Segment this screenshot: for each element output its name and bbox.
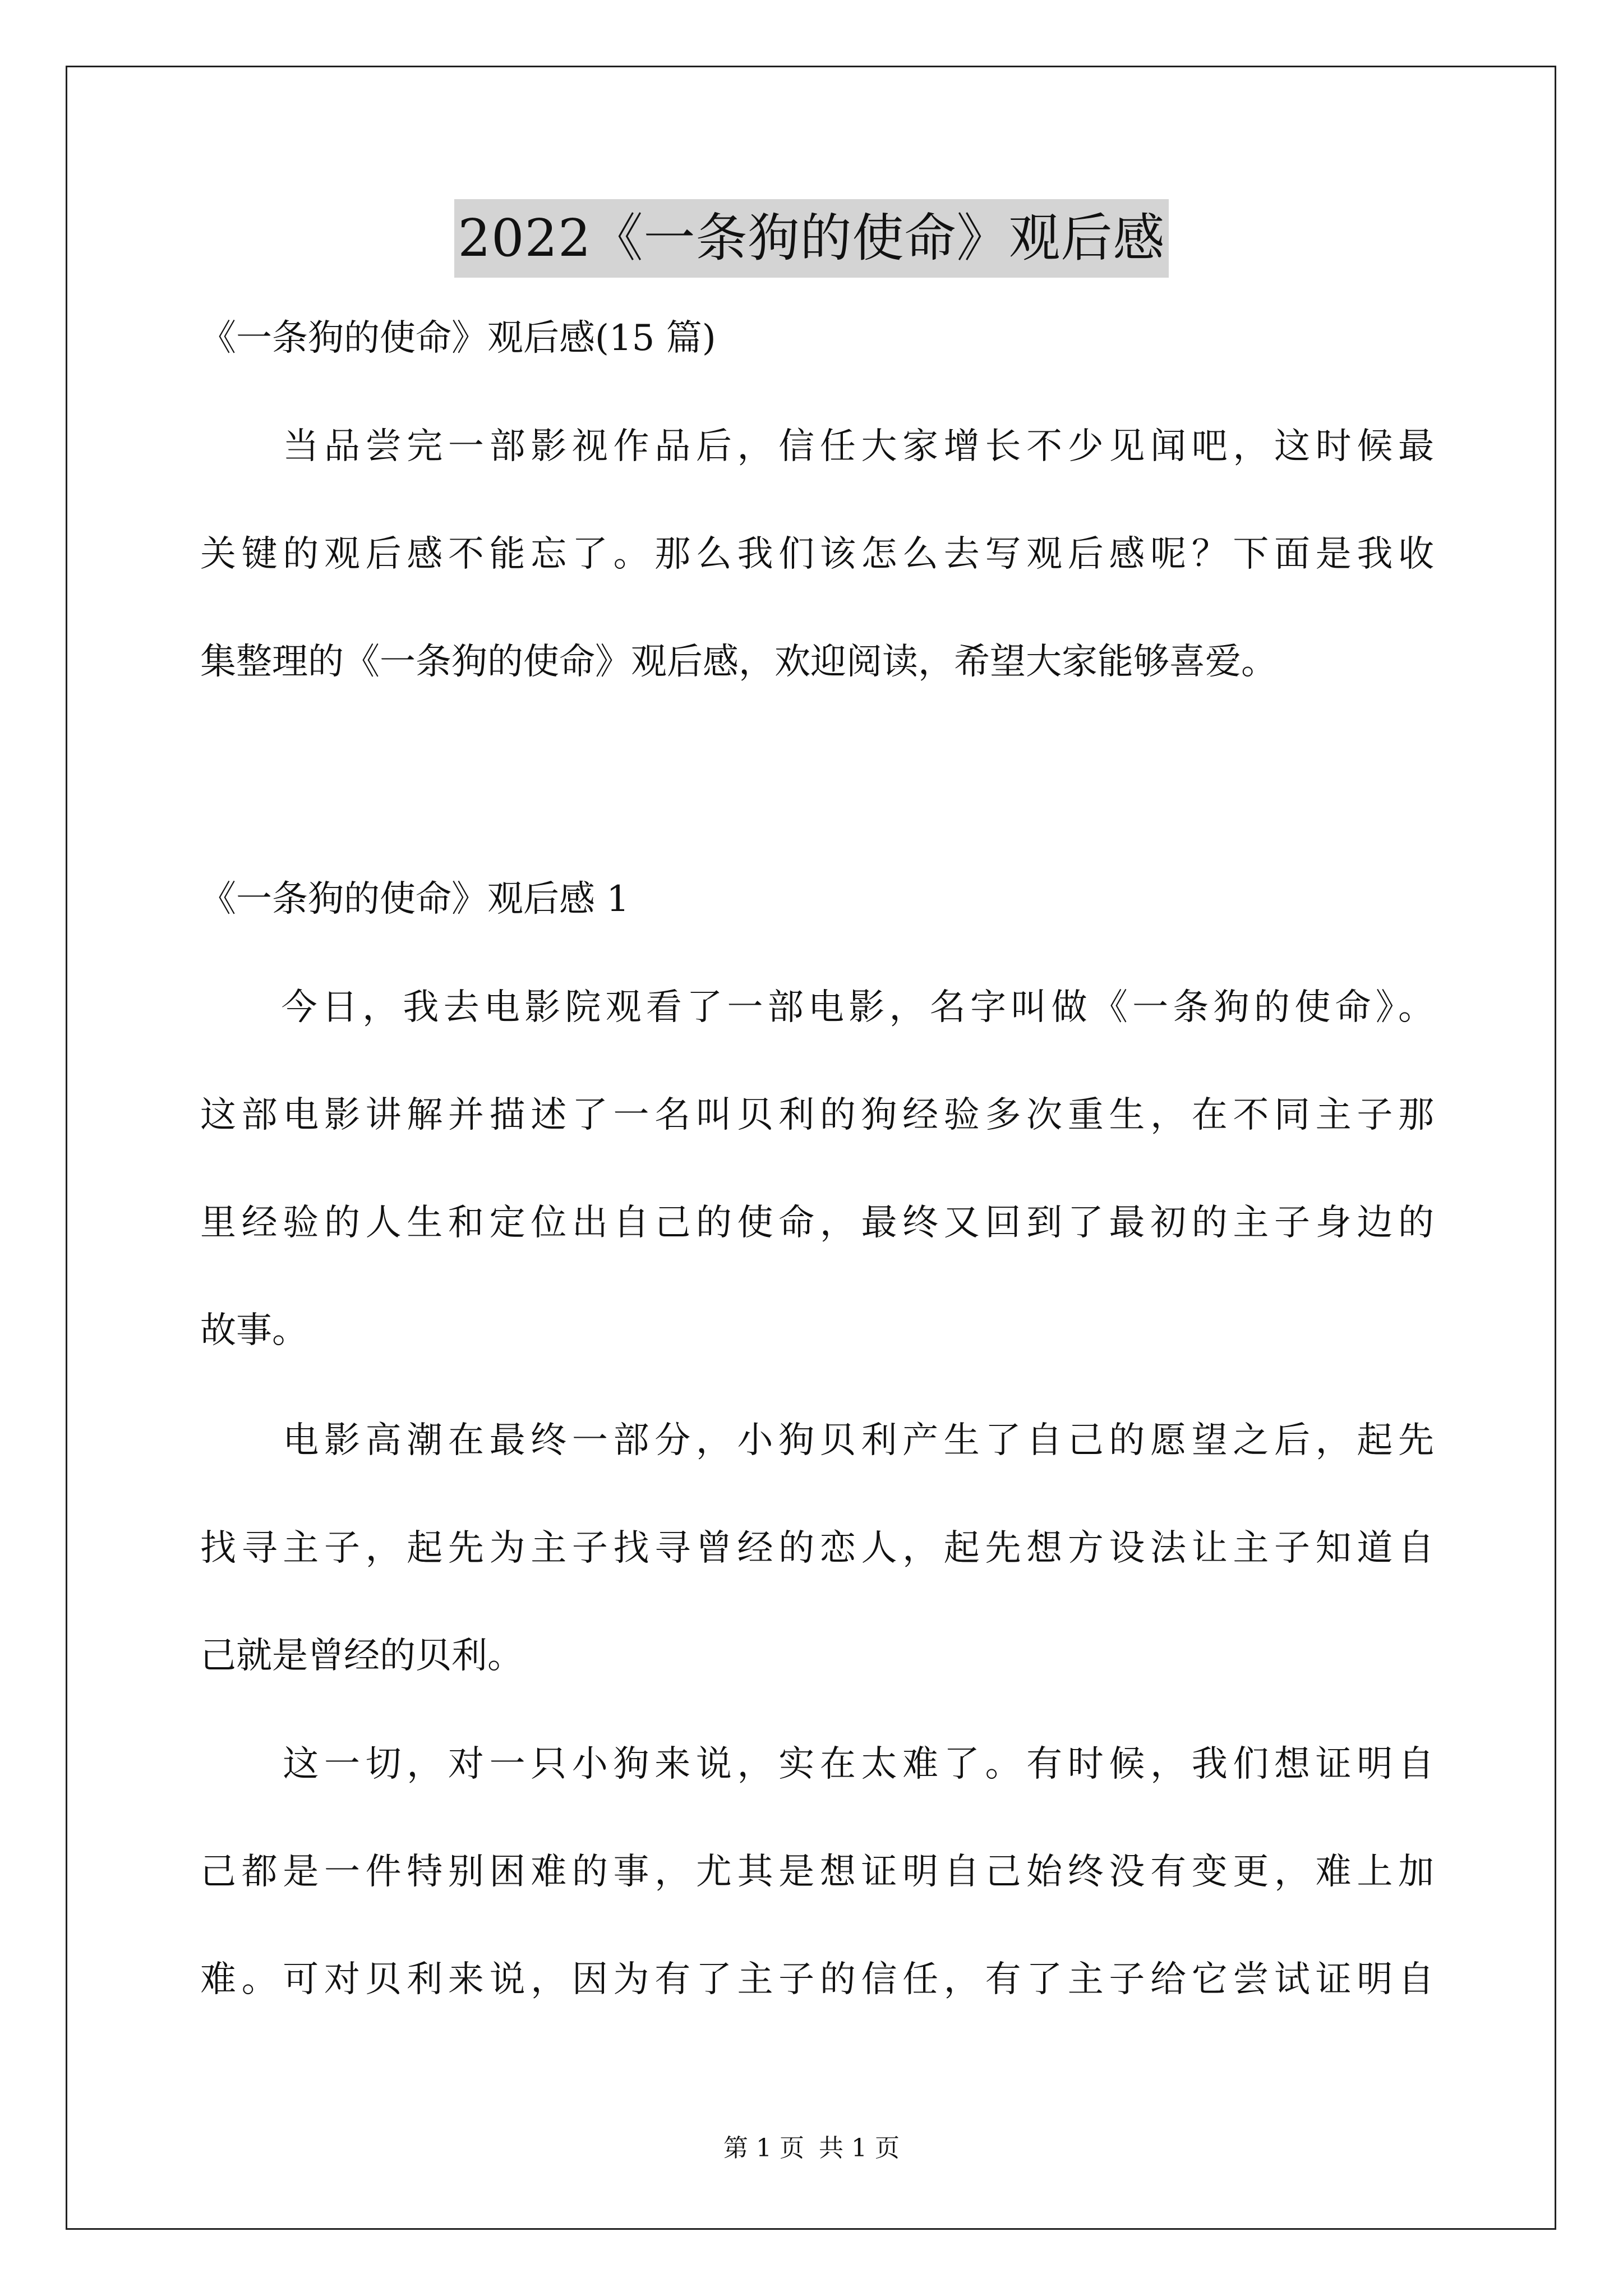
paragraph-line: 电影高潮在最终一部分，小狗贝利产生了自己的愿望之后，起先 [200,1420,1434,1461]
paragraph-line: 找寻主子，起先为主子找寻曾经的恋人，起先想方设法让主子知道自 [200,1527,1434,1569]
document-subtitle: 《一条狗的使命》观后感(15 篇) [200,318,716,359]
paragraph-line: 今日，我去电影院观看了一部电影，名字叫做《一条狗的使命》。 [200,987,1434,1028]
paragraph-line: 集整理的《一条狗的使命》观后感，欢迎阅读，希望大家能够喜爱。 [200,641,1277,683]
paragraph-line: 里经验的人生和定位出自己的使命，最终又回到了最初的主子身边的 [200,1202,1434,1244]
title-wrap [0,199,1623,278]
document-title: 2022《一条狗的使命》观后感 [454,199,1168,278]
paragraph-1 [200,981,1434,1358]
page-number: 第 1 页 [723,2134,804,2162]
paragraph-line: 这部电影讲解并描述了一名叫贝利的狗经验多次重生，在不同主子那 [200,1094,1434,1136]
paragraph-line: 当品尝完一部影视作品后，信任大家增长不少见闻吧，这时候最 [200,426,1434,467]
intro-paragraph [200,420,1434,689]
paragraph-line: 己都是一件特别困难的事，尤其是想证明自己始终没有变更，难上加 [200,1851,1434,1893]
page-footer [0,2132,1623,2165]
paragraph-line: 己就是曾经的贝利。 [200,1635,523,1677]
paragraph-2 [200,1414,1434,1683]
paragraph-3 [200,1737,1434,2007]
paragraph-line: 难。可对贝利来说，因为有了主子的信任，有了主子给它尝试证明自 [200,1959,1434,2000]
section-heading: 《一条狗的使命》观后感 1 [200,878,630,920]
page-total: 共 1 页 [819,2134,900,2162]
paragraph-line: 故事。 [200,1310,308,1351]
paragraph-line: 这一切，对一只小狗来说，实在太难了。有时候，我们想证明自 [200,1743,1434,1785]
paragraph-line: 关键的观后感不能忘了。那么我们该怎么去写观后感呢？下面是我收 [200,533,1434,575]
